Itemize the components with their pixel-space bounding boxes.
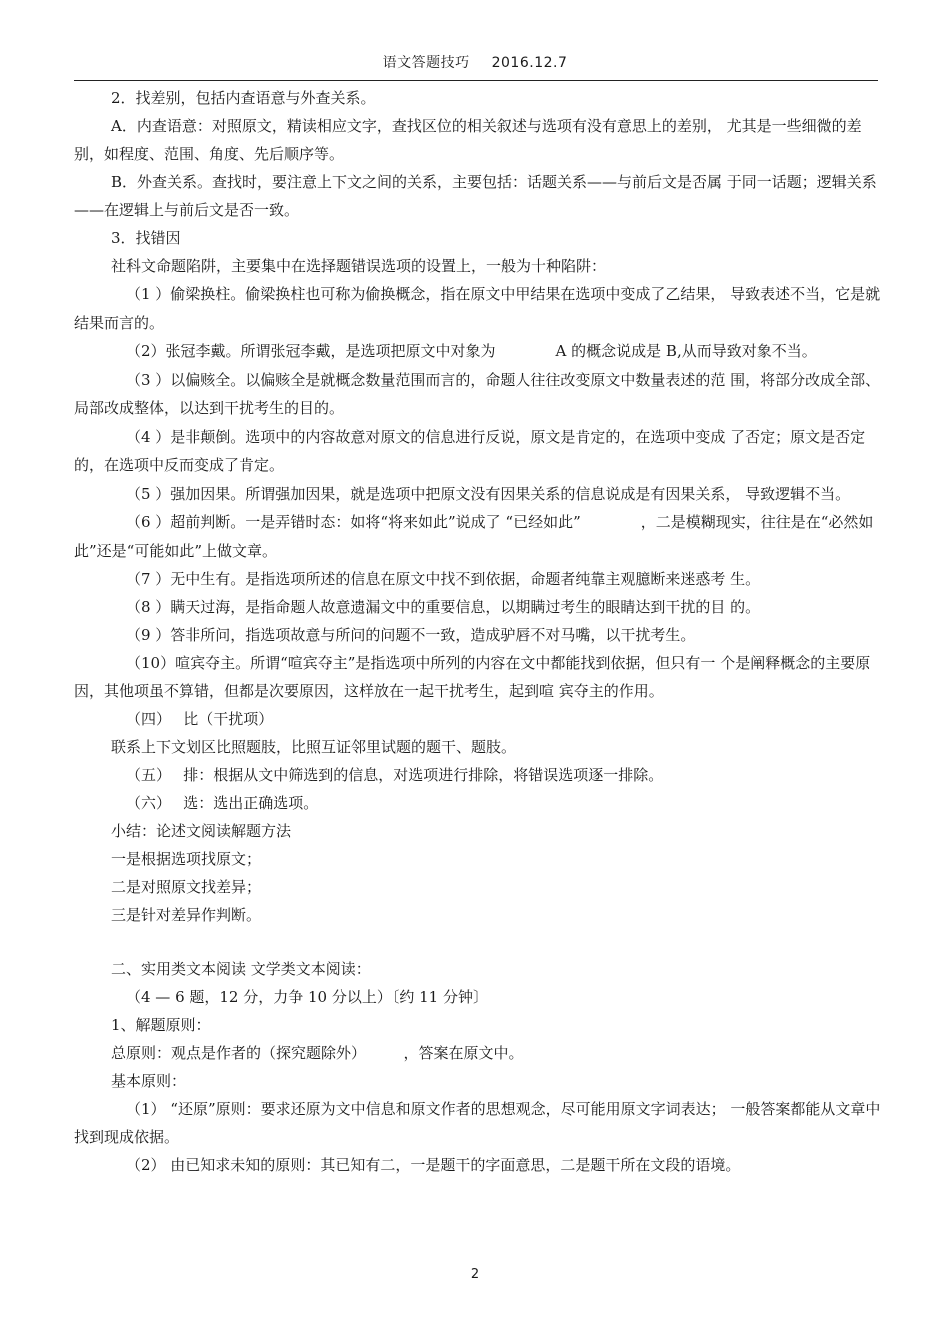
principle-item-2: （2） 由已知求未知的原则：其已知有二，一是题干的字面意思，二是题干所在文段的语境。 xyxy=(126,1156,741,1174)
trap-item-7: （7 ）无中生有。是指选项所述的信息在原文中找不到依据，命题者纯靠主观臆断来迷惑考 生。 xyxy=(126,570,761,588)
step-compare: （四） 比（干扰项） xyxy=(126,710,274,728)
paragraph-external-relation: B．外查关系。查找时，要注意上下文之间的关系，主要包括：话题关系——与前后文是否属 于同一话题；逻辑关系——在逻辑上与前后文是否一致。 xyxy=(74,173,877,219)
heading-find-error-causes: 3．找错因 xyxy=(111,229,181,247)
heading-find-differences: 2．找差别，包括内查语意与外查关系。 xyxy=(111,89,376,107)
step-compare-detail: 联系上下文划区比照题肢，比照互证邻里试题的题干、题肢。 xyxy=(111,738,517,756)
header-date: 2016.12.7 xyxy=(491,55,568,71)
paragraph-ten-traps-intro: 社科文命题陷阱，主要集中在选择题错误选项的设置上，一般为十种陷阱： xyxy=(111,257,607,275)
page-number: 2 xyxy=(470,1267,480,1282)
header-rule xyxy=(74,80,878,81)
trap-item-8: （8 ）瞒天过海，是指命题人故意遗漏文中的重要信息，以期瞒过考生的眼睛达到干扰的目 的。 xyxy=(126,598,761,616)
trap-item-3: （3 ）以偏赅全。以偏赅全是就概念数量范围而言的，命题人往往改变原文中数量表述的范 围，将部分改成全部、局部改成整体，以达到干扰考生的目的。 xyxy=(74,370,881,417)
step-eliminate: （五） 排：根据从文中筛选到的信息，对选项进行排除，将错误选项逐一排除。 xyxy=(126,766,664,784)
principle-item-1: （1） “还原”原则：要求还原为文中信息和原文作者的思想观念，尽可能用原文字词表达； 一般答案都能从文章中找到现成依据。 xyxy=(74,1100,881,1146)
trap-item-4: （4 ）是非颠倒。选项中的内容故意对原文的信息进行反说，原文是肯定的，在选项中变成 了否定；原文是否定的，在选项中反而变成了肯定。 xyxy=(74,427,866,474)
heading-principles: 1、解题原则： xyxy=(111,1016,211,1034)
heading-basic-principles: 基本原则： xyxy=(111,1072,187,1090)
summary-heading: 小结：论述文阅读解题方法 xyxy=(111,822,292,840)
trap-item-6: （6 ）超前判断。一是弄错时态：如将“将来如此”说成了 “已经如此” ，二是模糊现实，往往是在“必然如此”还是“可能如此”上做文章。 xyxy=(74,513,874,560)
section-scoring-note: （4 — 6 题，12 分，力争 10 分以上）〔约 11 分钟〕 xyxy=(126,988,488,1006)
principle-general: 总原则：观点是作者的（探究题除外） ，答案在原文中。 xyxy=(111,1044,524,1062)
trap-item-5: （5 ）强加因果。所谓强加因果，就是选项中把原文没有因果关系的信息说成是有因果关系， 导致逻辑不当。 xyxy=(126,484,851,503)
section-heading-text-reading: 二、实用类文本阅读 文学类文本阅读： xyxy=(111,960,371,978)
trap-item-9: （9 ）答非所问，指选项故意与所问的问题不一致，造成驴唇不对马嘴，以干扰考生。 xyxy=(126,626,696,644)
step-select: （六） 选：选出正确选项。 xyxy=(126,794,319,812)
page-header xyxy=(0,52,950,72)
summary-item-1: 一是根据选项找原文； xyxy=(111,850,262,868)
paragraph-internal-meaning: A．内查语意：对照原文，精读相应文字，查找区位的相关叙述与选项有没有意思上的差别， 尤其是一些细微的差别，如程度、范围、角度、先后顺序等。 xyxy=(74,117,862,163)
header-title: 语文答题技巧 xyxy=(382,55,470,71)
trap-item-10: （10）喧宾夺主。所谓“喧宾夺主”是指选项中所列的内容在文中都能找到依据，但只有一 个是阐释概念的主要原因，其他项虽不算错，但都是次要原因，这样放在一起干扰考生，起到喧 宾夺主的作用。 xyxy=(74,654,871,700)
trap-item-1: （1 ）偷梁换柱。偷梁换柱也可称为偷换概念，指在原文中甲结果在选项中变成了乙结果， 导致表述不当，它是就结果而言的。 xyxy=(74,285,881,332)
document-body xyxy=(74,84,882,1179)
trap-item-2: （2）张冠李戴。所谓张冠李戴，是选项把原文中对象为 A 的概念说成是 B,从而导致对象不当。 xyxy=(126,342,817,360)
section-spacer xyxy=(74,929,882,955)
summary-item-3: 三是针对差异作判断。 xyxy=(111,906,262,924)
summary-item-2: 二是对照原文找差异； xyxy=(111,878,262,896)
